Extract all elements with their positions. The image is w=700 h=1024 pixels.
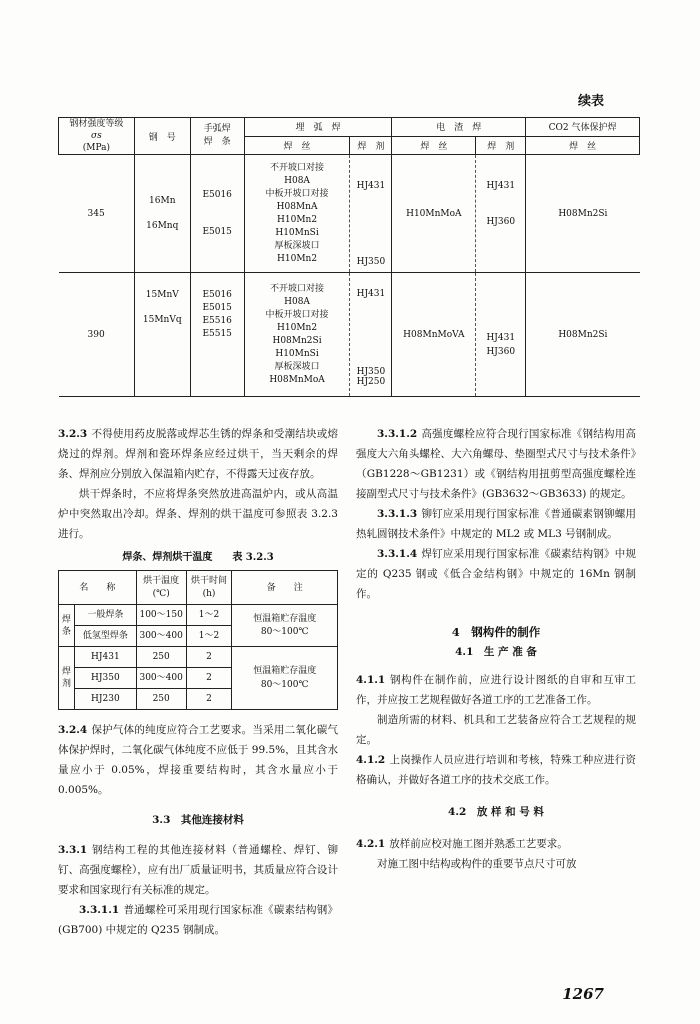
group-flux: 焊剂: [59, 647, 75, 710]
para-4-1-2: 4.1.2 上岗操作人员应进行培训和考核，特殊工种应进行资格确认，并做好各道工序的技术交底工作。: [356, 754, 636, 786]
para-3-3-1-3: 3.3.1.3 铆钉应采用现行国家标准《普通碳素钢铆螺用热轧圆钢技术条件》中规定的 ML2 或 ML3 号钢制成。: [356, 508, 636, 540]
para-4-1-1-b: 制造所需的材料、机具和工艺装备应符合工艺规程的规定。: [356, 714, 636, 746]
welding-materials-table: [58, 117, 640, 397]
co2-wire-cell: H08Mn2Si: [526, 273, 640, 397]
header-steel: 钢 号: [134, 118, 190, 155]
rod-cell: E5016 E5015: [190, 155, 244, 273]
header-note: 备 注: [232, 571, 338, 605]
grade-cell: 345: [59, 155, 135, 273]
temp-cell: 100～150: [136, 605, 186, 626]
rod-cell: E5016 E5015 E5516 E5515: [190, 273, 244, 397]
esw-wire-cell: H10MnMoA: [392, 155, 476, 273]
header-esw-wire: 焊 丝: [392, 136, 476, 155]
para-3-2-4: 3.2.4 保护气体的纯度应符合工艺要求。当采用二氧化碳气体保护焊时，二氧化碳气体纯度不应低于 99.5%，且其含水量应小于 0.05%，焊接重要结构时，其含水量应小于 0.005%。: [58, 724, 338, 796]
heading-4: 4 钢构件的制作: [451, 625, 541, 639]
header-rod: 手弧焊 焊 条: [190, 118, 244, 155]
name-cell: 低氢型焊条: [74, 626, 136, 647]
esw-wire-cell: H08MnMoVA: [392, 273, 476, 397]
steel-cell: 15MnV 15MnVq: [134, 273, 190, 397]
header-saw-wire: 焊 丝: [244, 136, 350, 155]
header-name: 名 称: [59, 571, 137, 605]
right-column: [356, 424, 636, 874]
para-3-3-1-2: 3.3.1.2 高强度螺栓应符合现行国家标准《钢结构用高强度大六角头螺栓、大六角螺母、垫圈型式尺寸与技术条件》（GB1228～GB1231）或《钢结构用扭剪型高强度螺栓连接副型式尺寸与技术条件》(GB3632～GB3633) 的规定。: [356, 428, 636, 500]
co2-wire-cell: H08Mn2Si: [526, 155, 640, 273]
time-cell: 1～2: [186, 605, 232, 626]
para-4-1-1: 4.1.1 钢构件在制作前，应进行设计图纸的自审和互审工作，并应按工艺规程做好各道工序的工艺准备工作。: [356, 674, 636, 706]
table-row: [59, 605, 338, 626]
para-3-2-3-b: 烘干焊条时，不应将焊条突然放进高温炉内，或从高温炉中突然取出冷却。焊条、焊剂的烘干温度可参照表 3.2.3 进行。: [58, 488, 338, 540]
time-cell: 2: [186, 668, 232, 689]
para-3-3-1-1: 3.3.1.1 普通螺栓可采用现行国家标准《碳素结构钢》(GB700) 中规定的 Q235 钢制成。: [58, 904, 338, 936]
continued-label: 续表: [577, 94, 604, 109]
temp-cell: 250: [136, 689, 186, 710]
table-row: [59, 155, 640, 273]
page-number: 1267: [562, 985, 604, 1003]
header-saw: 埋 弧 焊: [244, 118, 392, 137]
grade-cell: 390: [59, 273, 135, 397]
header-co2-wire: 焊 丝: [526, 136, 640, 155]
time-cell: 1～2: [186, 626, 232, 647]
heading-4-2: 4.2 放 样 和 号 料: [448, 806, 544, 818]
left-column: [58, 424, 338, 940]
para-3-3-1-4: 3.3.1.4 焊钉应采用现行国家标准《碳素结构钢》中规定的 Q235 钢或《低合金结构钢》中规定的 16Mn 钢制作。: [356, 548, 636, 600]
time-cell: 2: [186, 689, 232, 710]
heading-4-1: 4.1 生 产 准 备: [455, 646, 537, 658]
header-time: 烘干时间 (h): [186, 571, 232, 605]
time-cell: 2: [186, 647, 232, 668]
temp-cell: 250: [136, 647, 186, 668]
name-cell: HJ350: [74, 668, 136, 689]
esw-flux-cell: HJ431 HJ360: [476, 155, 526, 273]
para-4-2-1: 4.2.1 放样前应校对施工图并熟悉工艺要求。: [356, 838, 568, 850]
temp-cell: 300～400: [136, 668, 186, 689]
header-esw-flux: 焊 剂: [476, 136, 526, 155]
table-caption: 焊条、焊剂烘干温度 表 3.2.3: [122, 552, 274, 563]
name-cell: 一般焊条: [74, 605, 136, 626]
header-esw: 电 渣 焊: [392, 118, 526, 137]
heading-3-3: 3.3 其他连接材料: [152, 814, 244, 826]
steel-cell: 16Mn 16Mnq: [134, 155, 190, 273]
name-cell: HJ230: [74, 689, 136, 710]
name-cell: HJ431: [74, 647, 136, 668]
temp-cell: 300～400: [136, 626, 186, 647]
saw-flux-cell: HJ431 HJ350 HJ250: [350, 273, 392, 397]
saw-flux-cell: HJ431 HJ350: [350, 155, 392, 273]
group-rod: 焊条: [59, 605, 75, 647]
para-3-3-1: 3.3.1 钢结构工程的其他连接材料（普通螺栓、焊钉、铆钉、高强度螺栓），应有出厂质量证明书，其质量应符合设计要求和国家现行有关标准的规定。: [58, 844, 338, 896]
header-co2: CO2 气体保护焊: [526, 118, 640, 137]
header-temp: 烘干温度 (℃): [136, 571, 186, 605]
table-row: [59, 647, 338, 668]
saw-wire-cell: 不开坡口对接 H08A 中板开坡口对接 H08MnA H10Mn2 H10MnSi 厚板深坡口 H10Mn2: [244, 155, 350, 273]
table-row: [59, 273, 640, 397]
drying-temperature-table: [58, 570, 338, 710]
para-3-2-3: 3.2.3 不得使用药皮脱落或焊芯生锈的焊条和受潮结块或熔烧过的焊剂。焊剂和瓷环焊条应经过烘干，当天剩余的焊条、焊剂应分别放入保温箱内贮存，不得露天过夜存放。: [58, 428, 338, 480]
esw-flux-cell: HJ431 HJ360: [476, 273, 526, 397]
note-cell: 恒温箱贮存温度 80～100℃: [232, 605, 338, 647]
para-4-2-1-b: 对施工图中结构或构件的重要节点尺寸可放: [377, 858, 577, 870]
note-cell: 恒温箱贮存温度 80～100℃: [232, 647, 338, 710]
header-grade: 钢材强度等级 σs (MPa): [59, 118, 135, 155]
saw-wire-cell: 不开坡口对接 H08A 中板开坡口对接 H10Mn2 H08Mn2Si H10MnSi 厚板深坡口 H08MnMoA: [244, 273, 350, 397]
header-saw-flux: 焊 剂: [350, 136, 392, 155]
